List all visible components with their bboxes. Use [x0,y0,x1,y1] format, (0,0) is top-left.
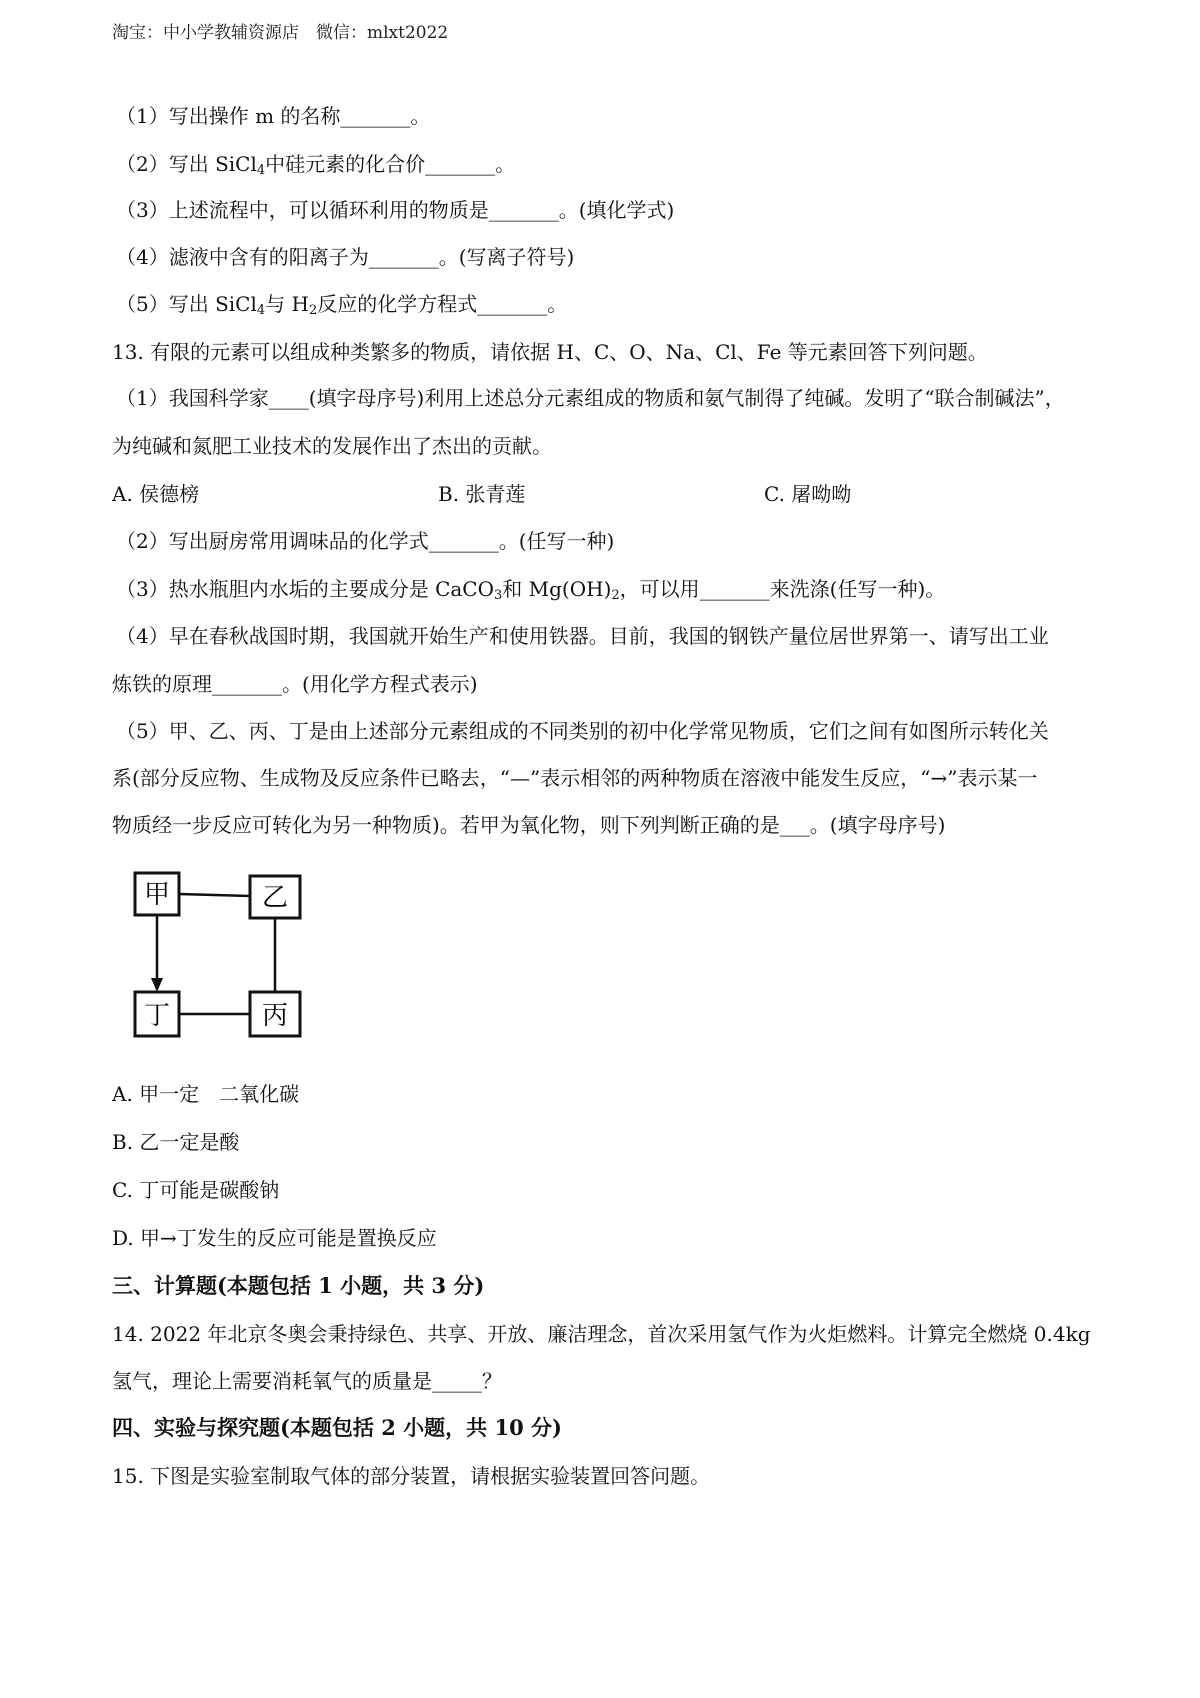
section-3-heading: 三、计算题(本题包括 1 小题，共 3 分) [112,1273,485,1298]
q12-part4: （4）滤液中含有的阳离子为_______。(写离子符号) [116,245,575,269]
q13-p5-option-d: D. 甲→丁发生的反应可能是置换反应 [112,1226,437,1250]
q15-stem: 15. 下图是实验室制取气体的部分装置，请根据实验装置回答问题。 [112,1464,711,1488]
q13-p5-option-b: B. 乙一定是酸 [112,1130,240,1154]
conversion-diagram [130,868,310,1046]
section-4-heading: 四、实验与探究题(本题包括 2 小题，共 10 分) [112,1415,562,1440]
q12-part3: （3）上述流程中，可以循环利用的物质是_______。(填化学式) [116,198,675,222]
q13-p1-option-c: C. 屠呦呦 [764,482,852,506]
arrow-head [151,978,163,992]
q13-part4-line1: （4）早在春秋战国时期，我国就开始生产和使用铁器。目前，我国的钢铁产量位居世界第一、请写出工业 [116,624,1049,648]
q13-part5-line2: 系(部分反应物、生成物及反应条件已略去，“—”表示相邻的两种物质在溶液中能发生反应，“→”表示某一 [112,766,1038,790]
label-jia: 甲 [143,880,171,910]
q13-p5-option-c: C. 丁可能是碳酸钠 [112,1178,280,1202]
q13-part2: （2）写出厨房常用调味品的化学式_______。(任写一种) [116,529,615,553]
q14-line1: 14. 2022 年北京冬奥会秉持绿色、共享、开放、廉洁理念，首次采用氢气作为火炬燃料。计算完全燃烧 0.4kg [112,1322,1091,1346]
q13-part1-line1: （1）我国科学家____(填字母序号)利用上述总分元素组成的物质和氨气制得了纯碱。发明了“联合制碱法”， [116,386,1065,410]
q13-stem: 13. 有限的元素可以组成种类繁多的物质，请依据 H、C、O、Na、Cl、Fe 等元素回答下列问题。 [112,340,988,364]
q13-part4-line2: 炼铁的原理_______。(用化学方程式表示) [112,672,478,696]
q13-p1-option-a: A. 侯德榜 [112,482,200,506]
q12-part1: （1）写出操作 m 的名称_______。 [116,104,431,128]
q13-part5-line1: （5）甲、乙、丙、丁是由上述部分元素组成的不同类别的初中化学常见物质，它们之间有如图所示转化关 [116,719,1049,743]
q13-p5-option-a: A. 甲一定 二氧化碳 [112,1082,300,1106]
label-yi: 乙 [261,883,289,913]
q12-part2: （2）写出 SiCl$_4$中硅元素的化合价_______。 [116,152,516,178]
q13-part5-line3: 物质经一步反应可转化为另一种物质)。若甲为氧化物，则下列判断正确的是___。(填字母序号) [112,813,946,837]
label-ding: 丁 [143,1001,171,1031]
q14-line2: 氢气，理论上需要消耗氧气的质量是_____？ [112,1369,502,1393]
link-jia-yi [179,894,250,896]
q13-p1-option-b: B. 张青莲 [438,482,526,506]
q13-part1-line2: 为纯碱和氮肥工业技术的发展作出了杰出的贡献。 [112,434,552,458]
q13-part3: （3）热水瓶胆内水垢的主要成分是 CaCO$_3$和 $Mg(OH)_2$，可以用_______来洗涤(任写一种)。 [116,577,946,603]
label-bing: 丙 [261,1001,289,1031]
q12-part5: （5）写出 SiCl$_4$与 $H_2$反应的化学方程式_______。 [116,292,568,318]
page-header: 淘宝：中小学教辅资源店 微信：mlxt2022 [112,23,449,43]
